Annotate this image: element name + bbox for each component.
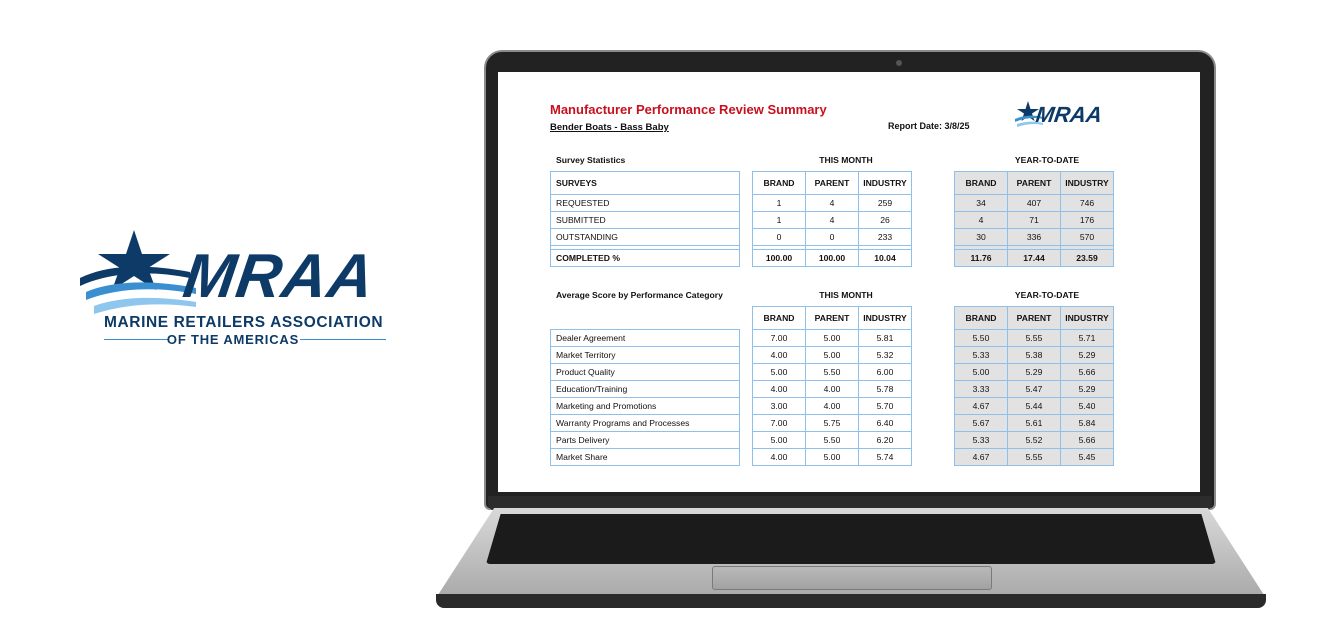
cell: 17.44	[1008, 250, 1061, 267]
cell: 407	[1008, 195, 1061, 212]
cell: 5.00	[806, 449, 859, 466]
cell: 5.00	[753, 364, 806, 381]
cell: 100.00	[806, 250, 859, 267]
report-date: Report Date: 3/8/25	[888, 121, 970, 131]
scores-this-month-table	[752, 306, 912, 466]
cell: 5.66	[1061, 364, 1114, 381]
col-header-industry: INDUSTRY	[1061, 172, 1114, 195]
cell: 5.00	[955, 364, 1008, 381]
cell: 4	[806, 195, 859, 212]
category-label: Product Quality	[551, 364, 740, 381]
cell: 5.50	[955, 330, 1008, 347]
logo-line-2: OF THE AMERICAS	[166, 332, 300, 347]
cell: 0	[753, 229, 806, 246]
cell: 5.55	[1008, 449, 1061, 466]
col-header-industry: INDUSTRY	[859, 307, 912, 330]
logo-line-1: MARINE RETAILERS ASSOCIATION	[104, 314, 384, 331]
cell: 5.78	[859, 381, 912, 398]
cell: 23.59	[1061, 250, 1114, 267]
cell: 570	[1061, 229, 1114, 246]
trackpad	[712, 566, 992, 590]
category-label: Dealer Agreement	[551, 330, 740, 347]
cell: 100.00	[753, 250, 806, 267]
scores-this-month-label: THIS MONTH	[819, 290, 873, 300]
col-header-brand: BRAND	[753, 307, 806, 330]
scores-ytd-label: YEAR-TO-DATE	[1014, 290, 1080, 300]
survey-section-label: Survey Statistics	[556, 155, 626, 165]
survey-row-label: REQUESTED	[551, 195, 740, 212]
scores-label-table	[550, 329, 740, 466]
cell: 5.29	[1008, 364, 1061, 381]
survey-header-label: SURVEYS	[551, 172, 740, 195]
cell: 746	[1061, 195, 1114, 212]
col-header-brand: BRAND	[955, 172, 1008, 195]
report-title: Manufacturer Performance Review Summary	[550, 102, 827, 117]
cell: 30	[955, 229, 1008, 246]
cell: 5.00	[806, 347, 859, 364]
cell: 10.04	[859, 250, 912, 267]
cell: 4.00	[753, 381, 806, 398]
col-header-industry: INDUSTRY	[859, 172, 912, 195]
cell: 176	[1061, 212, 1114, 229]
cell: 5.47	[1008, 381, 1061, 398]
cell: 5.75	[806, 415, 859, 432]
report-logo-wordmark: MRAA	[1034, 102, 1104, 127]
cell: 26	[859, 212, 912, 229]
survey-ytd-label: YEAR-TO-DATE	[1014, 155, 1080, 165]
scores-ytd-table	[954, 306, 1114, 466]
laptop-hinge	[488, 496, 1212, 510]
cell: 5.00	[806, 330, 859, 347]
laptop-screen	[498, 72, 1200, 492]
survey-ytd-table	[954, 171, 1114, 267]
col-header-parent: PARENT	[1008, 307, 1061, 330]
cell: 11.76	[955, 250, 1008, 267]
camera-icon	[896, 60, 902, 66]
survey-completed-label: COMPLETED %	[551, 250, 740, 267]
cell: 6.20	[859, 432, 912, 449]
cell: 5.33	[955, 347, 1008, 364]
mraa-logo	[78, 228, 398, 350]
category-label: Market Territory	[551, 347, 740, 364]
cell: 4.67	[955, 398, 1008, 415]
cell: 5.45	[1061, 449, 1114, 466]
cell: 4	[955, 212, 1008, 229]
cell: 1	[753, 212, 806, 229]
cell: 4	[806, 212, 859, 229]
cell: 4.00	[753, 449, 806, 466]
cell: 259	[859, 195, 912, 212]
cell: 3.00	[753, 398, 806, 415]
category-label: Education/Training	[551, 381, 740, 398]
cell: 5.29	[1061, 381, 1114, 398]
cell: 4.67	[955, 449, 1008, 466]
survey-row-label: SUBMITTED	[551, 212, 740, 229]
category-label: Parts Delivery	[551, 432, 740, 449]
logo-wordmark: MRAA	[179, 242, 379, 311]
cell: 5.52	[1008, 432, 1061, 449]
cell: 34	[955, 195, 1008, 212]
survey-this-month-table	[752, 171, 912, 267]
cell: 5.81	[859, 330, 912, 347]
cell: 336	[1008, 229, 1061, 246]
cell: 3.33	[955, 381, 1008, 398]
survey-this-month-label: THIS MONTH	[819, 155, 873, 165]
cell: 7.00	[753, 415, 806, 432]
laptop	[436, 50, 1266, 615]
col-header-parent: PARENT	[1008, 172, 1061, 195]
cell: 5.66	[1061, 432, 1114, 449]
cell: 71	[1008, 212, 1061, 229]
cell: 5.61	[1008, 415, 1061, 432]
cell: 5.70	[859, 398, 912, 415]
cell: 5.74	[859, 449, 912, 466]
scores-section-label: Average Score by Performance Category	[556, 290, 723, 300]
keyboard	[486, 514, 1216, 564]
report-subtitle: Bender Boats - Bass Baby	[550, 122, 669, 133]
category-label: Warranty Programs and Processes	[551, 415, 740, 432]
category-label: Marketing and Promotions	[551, 398, 740, 415]
cell: 7.00	[753, 330, 806, 347]
cell: 5.50	[806, 364, 859, 381]
cell: 5.38	[1008, 347, 1061, 364]
cell: 5.33	[955, 432, 1008, 449]
cell: 5.71	[1061, 330, 1114, 347]
cell: 4.00	[806, 381, 859, 398]
cell: 6.40	[859, 415, 912, 432]
col-header-brand: BRAND	[955, 307, 1008, 330]
report	[498, 72, 1200, 492]
cell: 5.67	[955, 415, 1008, 432]
cell: 6.00	[859, 364, 912, 381]
cell: 233	[859, 229, 912, 246]
cell: 0	[806, 229, 859, 246]
cell: 5.50	[806, 432, 859, 449]
col-header-parent: PARENT	[806, 172, 859, 195]
cell: 5.84	[1061, 415, 1114, 432]
cell: 5.32	[859, 347, 912, 364]
col-header-industry: INDUSTRY	[1061, 307, 1114, 330]
cell: 4.00	[753, 347, 806, 364]
col-header-brand: BRAND	[753, 172, 806, 195]
cell: 5.40	[1061, 398, 1114, 415]
logo-rule-right	[300, 339, 386, 340]
report-logo	[1014, 100, 1124, 132]
col-header-parent: PARENT	[806, 307, 859, 330]
survey-row-label: OUTSTANDING	[551, 229, 740, 246]
survey-label-table	[550, 171, 740, 267]
cell: 5.00	[753, 432, 806, 449]
cell: 5.55	[1008, 330, 1061, 347]
category-label: Market Share	[551, 449, 740, 466]
cell: 5.29	[1061, 347, 1114, 364]
cell: 1	[753, 195, 806, 212]
laptop-base-edge	[436, 594, 1266, 608]
cell: 5.44	[1008, 398, 1061, 415]
cell: 4.00	[806, 398, 859, 415]
